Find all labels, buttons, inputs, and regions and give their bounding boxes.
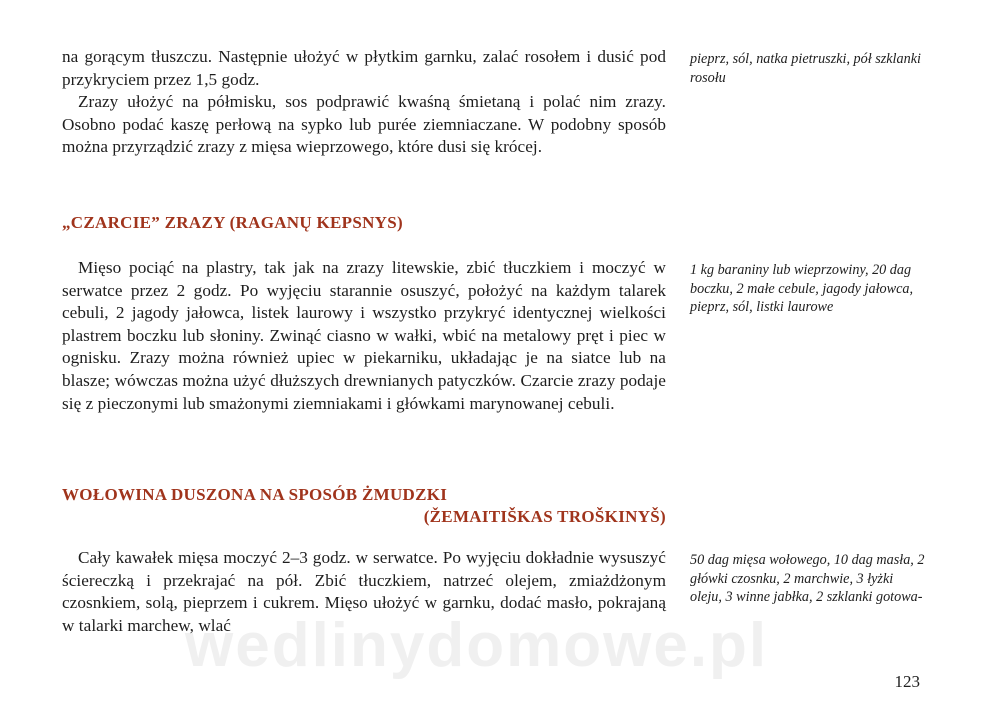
recipe-1-ingredients <box>690 261 926 317</box>
recipe-2-title-line-2: (ŽEMAITIŠKAS TROŠKINYŠ) <box>423 507 666 526</box>
continuation-paragraph-1: na gorącym tłuszczu. Następnie ułożyć w płytkim garnku, zalać rosołem i dusić pod przykryciem przez 1,5 godz. <box>62 47 666 89</box>
recipe-2-body-text: Cały kawałek mięsa moczyć 2–3 godz. w serwatce. Po wyjęciu dokładnie wysuszyć ściereczką i przekrajać na pół. Zbić tłuczkiem, natrzeć olejem, zmiażdżonym czosnkiem, solą, pieprzem i cukrem. Mięso ułożyć w garnku, dodać masło, pokrajaną w talarki marchew, wlać <box>62 548 666 635</box>
continuation-paragraph-2: Zrazy ułożyć na półmisku, sos podprawić kwaśną śmietaną i polać nim zrazy. Osobno podać kaszę perłową na sypko lub purée ziemniaczane. W podobny sposób można przyrządzić zrazy z mięsa wieprzowego, które dusi się krócej. <box>62 92 666 157</box>
recipe-1-title-text: „CZARCIE” ZRAZY (RAGANŲ KEPSNYS) <box>62 213 403 232</box>
recipe-2-ingredients-text: 50 dag mięsa wołowego, 10 dag masła, 2 główki czosnku, 2 marchwie, 3 łyżki oleju, 3 winne jabłka, 2 szklanki gotowa- <box>690 552 925 606</box>
recipe-1-ingredients-text: 1 kg baraniny lub wieprzowiny, 20 dag boczku, 2 małe cebule, jagody jałowca, pieprz, sól, listki laurowe <box>690 262 914 316</box>
recipe-1-body <box>62 257 666 415</box>
continuation-ingredients-text: pieprz, sól, natka pietruszki, pół szklanki rosołu <box>690 51 921 86</box>
recipe-2-ingredients <box>690 551 926 607</box>
continuation-text <box>62 46 666 159</box>
page-number: 123 <box>894 672 920 691</box>
recipe-2-body <box>62 547 666 637</box>
recipe-1-body-text: Mięso pociąć na plastry, tak jak na zrazy litewskie, zbić tłuczkiem i moczyć w serwatce przez 2 godz. Po wyjęciu starannie osuszyć, położyć na każdym talarek cebuli, 2 jagody jałowca, listek laurowy i wszystko przykryć identycznej wielkości plastrem boczku lub słoniny. Zwinąć ciasno w wałki, wbić na metalowy pręt i piec w ognisku. Zrazy można również upiec w piekarniku, układając je na siatce lub na blasze; wówczas można użyć dłuższych drewnianych patyczków. Czarcie zrazy podaje się z pieczonymi lub smażonymi ziemniakami i główkami marynowanej cebuli. <box>62 258 666 413</box>
recipe-2-title-line-1: WOŁOWINA DUSZONA NA SPOSÓB ŻMUDZKI <box>62 485 448 504</box>
watermark: wedlinydomowe.pl <box>185 611 769 680</box>
recipe-2-title <box>62 484 666 528</box>
continuation-ingredients <box>690 50 930 87</box>
recipe-1-title <box>62 212 666 234</box>
